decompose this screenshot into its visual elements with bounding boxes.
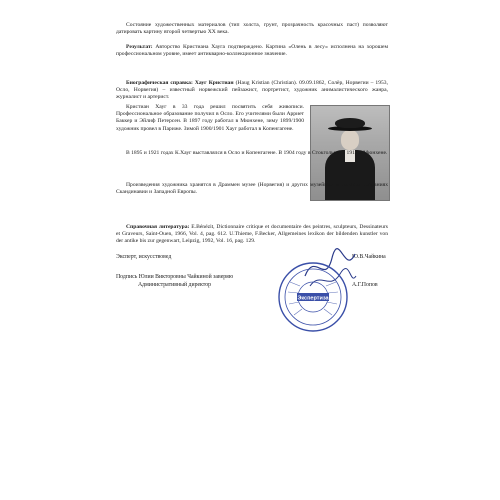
literature-text: E.Bénézit, Dictionnaire critique et documentaire des peintres, sculpteurs, Dessinateurs et Graveurs, Saint-Ouen, 1966, Vol. 4, pag. 612. U.Thieme, F.Becker, Allgemeines lexikon der bildenden kunstler von der antike bis zur gegenwart, Leipzig, 1992, Vol. 16, pag. 129.: [116, 224, 388, 245]
expert-name: Ю.В.Чайкина: [352, 254, 386, 260]
paragraph-literature: [116, 224, 388, 246]
paragraph-result: [116, 44, 388, 58]
director-name: А.Г.Попов: [352, 282, 378, 288]
paragraph-bio-collections: Произведения художника хранятся в Драммен музее (Норвегия) и других музейных и частных собраниях Скандинавии и Западной Европы.: [116, 182, 388, 196]
paragraph-bio-education: Кристиан Хауг в 33 года решил посвятить себя живописи. Профессиональное образование получил в Осло. Его учителями были Арриет Баккер и Эйлиф Петерсен. В 1897 году работал в Мюнхене, зиму 1899/1900 художник провел в Париже. Зимой 1900/1901 Хауг работал в Копенгагене.: [116, 104, 304, 132]
round-seal-stamp-icon: [276, 260, 350, 334]
result-label: Результат:: [126, 44, 153, 50]
portrait-hat: [335, 118, 365, 128]
paragraph-bio-exhibitions: В 1895 и 1921 годах К.Хауг выставлялся в Осло и Копенгагене. В 1904 году в Стокгольме, в 1913 в Мюнхене.: [126, 150, 388, 156]
result-text: Авторство Кристиана Хаугa подтверждено. Картина «Олень в лесу» исполнена на хорошем профессиональном уровне, имеет антикварно-коллекционное значение.: [116, 44, 388, 58]
director-label: Административный директор: [138, 282, 212, 288]
signature-certification-line: Подпись Юлии Викторовны Чайкиной заверяю: [116, 274, 234, 280]
bio-head-text: (Haug Kristian (Christian). 09.09.1862, Солёр, Норвегии – 1953, Осло, Норвегия) – известный норвежский пейзажист, портретист, художник анималистического жанра, журналист и артерист.: [116, 80, 388, 101]
paragraph-bio-heading: [116, 80, 388, 102]
stamp-center-text: Экспертиза: [297, 295, 329, 302]
bio-label: Биографическая справка: Хауг Кристиан: [126, 80, 234, 86]
portrait-face: [341, 130, 359, 150]
paragraph-materials: Состояние художественных материалов (тип холста, грунт, прозрачность красочных паст) позволяют датировать картину второй четвертью XX века.: [116, 22, 388, 36]
literature-label: Справочная литература:: [126, 224, 190, 230]
expert-label: Эксперт, искусствовед: [116, 254, 172, 260]
